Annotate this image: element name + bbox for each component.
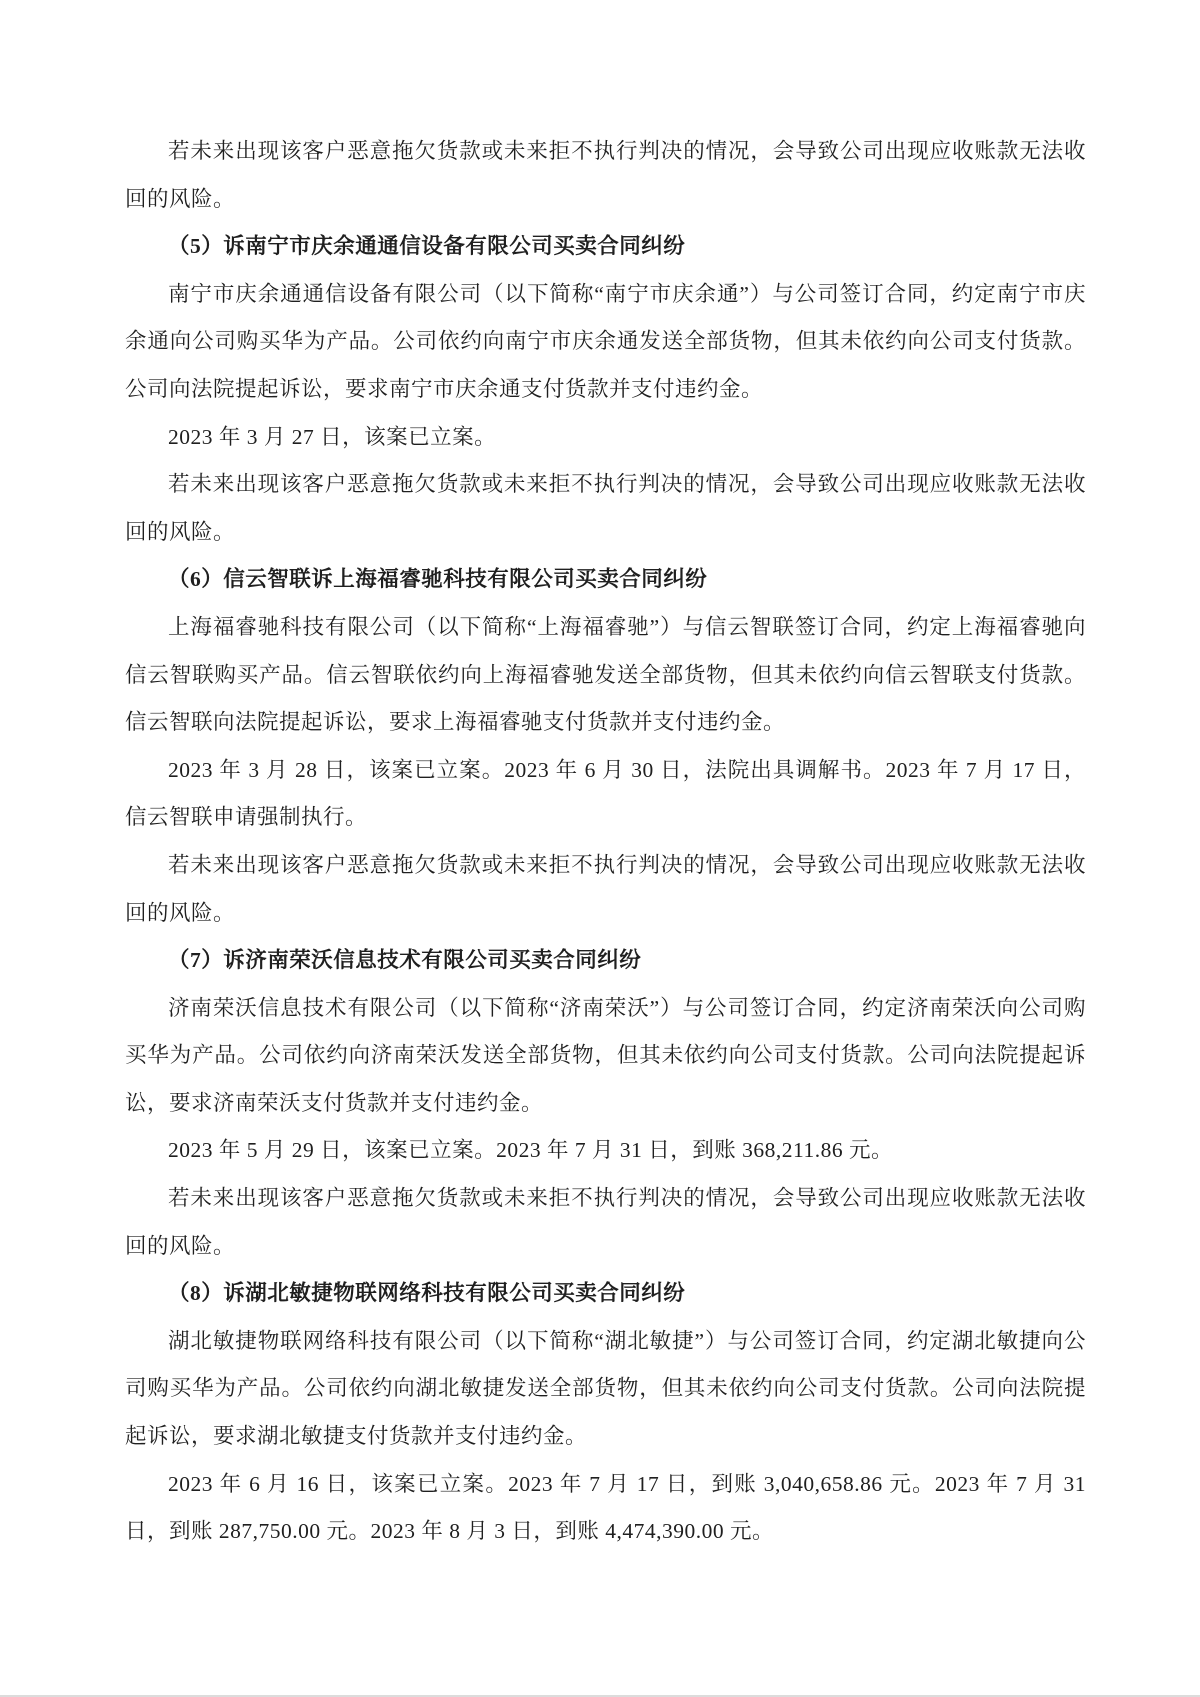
case-heading-8: （8）诉湖北敏捷物联网络科技有限公司买卖合同纠纷 (168, 1281, 686, 1306)
case-description-7: 济南荣沃信息技术有限公司（以下简称“济南荣沃”）与公司签订合同，约定济南荣沃向公司购买华为产品。公司依约向济南荣沃发送全部货物，但其未依约向公司支付货款。公司向法院提起诉讼，要求济南荣沃支付货款并支付违约金。 (125, 995, 1086, 1115)
risk-paragraph: 若未来出现该客户恶意拖欠货款或未来拒不执行判决的情况，会导致公司出现应收账款无法收回的风险。 (125, 472, 1086, 544)
case-description-8: 湖北敏捷物联网络科技有限公司（以下简称“湖北敏捷”）与公司签订合同，约定湖北敏捷向公司购买华为产品。公司依约向湖北敏捷发送全部货物，但其未依约向公司支付货款。公司向法院提起诉讼，要求湖北敏捷支付货款并支付违约金。 (125, 1328, 1086, 1449)
case-description-6: 上海福睿驰科技有限公司（以下简称“上海福睿驰”）与信云智联签订合同，约定上海福睿驰向信云智联购买产品。信云智联依约向上海福睿驰发送全部货物，但其未依约向信云智联支付货款。信云智联向法院提起诉讼，要求上海福睿驰支付货款并支付违约金。 (125, 614, 1086, 735)
risk-paragraph: 若未来出现该客户恶意拖欠货款或未来拒不执行判决的情况，会导致公司出现应收账款无法收回的风险。 (125, 852, 1086, 925)
document-body (125, 128, 1086, 1556)
case-heading-7: （7）诉济南荣沃信息技术有限公司买卖合同纠纷 (168, 948, 642, 973)
case-heading-5: （5）诉南宁市庆余通通信设备有限公司买卖合同纠纷 (168, 234, 686, 259)
case-dates-8: 2023 年 6 月 16 日，该案已立案。2023 年 7 月 17 日，到账 3,040,658.86 元。2023 年 7 月 31 日，到账 287,750.00 元。2023 年 8 月 3 日，到账 4,474,390.00 元。 (125, 1471, 1086, 1544)
risk-paragraph: 若未来出现该客户恶意拖欠货款或未来拒不执行判决的情况，会导致公司出现应收账款无法收回的风险。 (125, 1186, 1086, 1258)
case-description-5: 南宁市庆余通通信设备有限公司（以下简称“南宁市庆余通”）与公司签订合同，约定南宁市庆余通向公司购买华为产品。公司依约向南宁市庆余通发送全部货物，但其未依约向公司支付货款。公司向法院提起诉讼，要求南宁市庆余通支付货款并支付违约金。 (125, 281, 1086, 401)
case-heading-6: （6）信云智联诉上海福睿驰科技有限公司买卖合同纠纷 (168, 567, 708, 592)
case-dates-7: 2023 年 5 月 29 日，该案已立案。2023 年 7 月 31 日，到账 368,211.86 元。 (168, 1138, 893, 1163)
case-dates-5: 2023 年 3 月 27 日，该案已立案。 (168, 424, 497, 449)
risk-paragraph: 若未来出现该客户恶意拖欠货款或未来拒不执行判决的情况，会导致公司出现应收账款无法收回的风险。 (125, 139, 1086, 211)
case-dates-6: 2023 年 3 月 28 日，该案已立案。2023 年 6 月 30 日，法院出具调解书。2023 年 7 月 17 日，信云智联申请强制执行。 (125, 757, 1086, 830)
